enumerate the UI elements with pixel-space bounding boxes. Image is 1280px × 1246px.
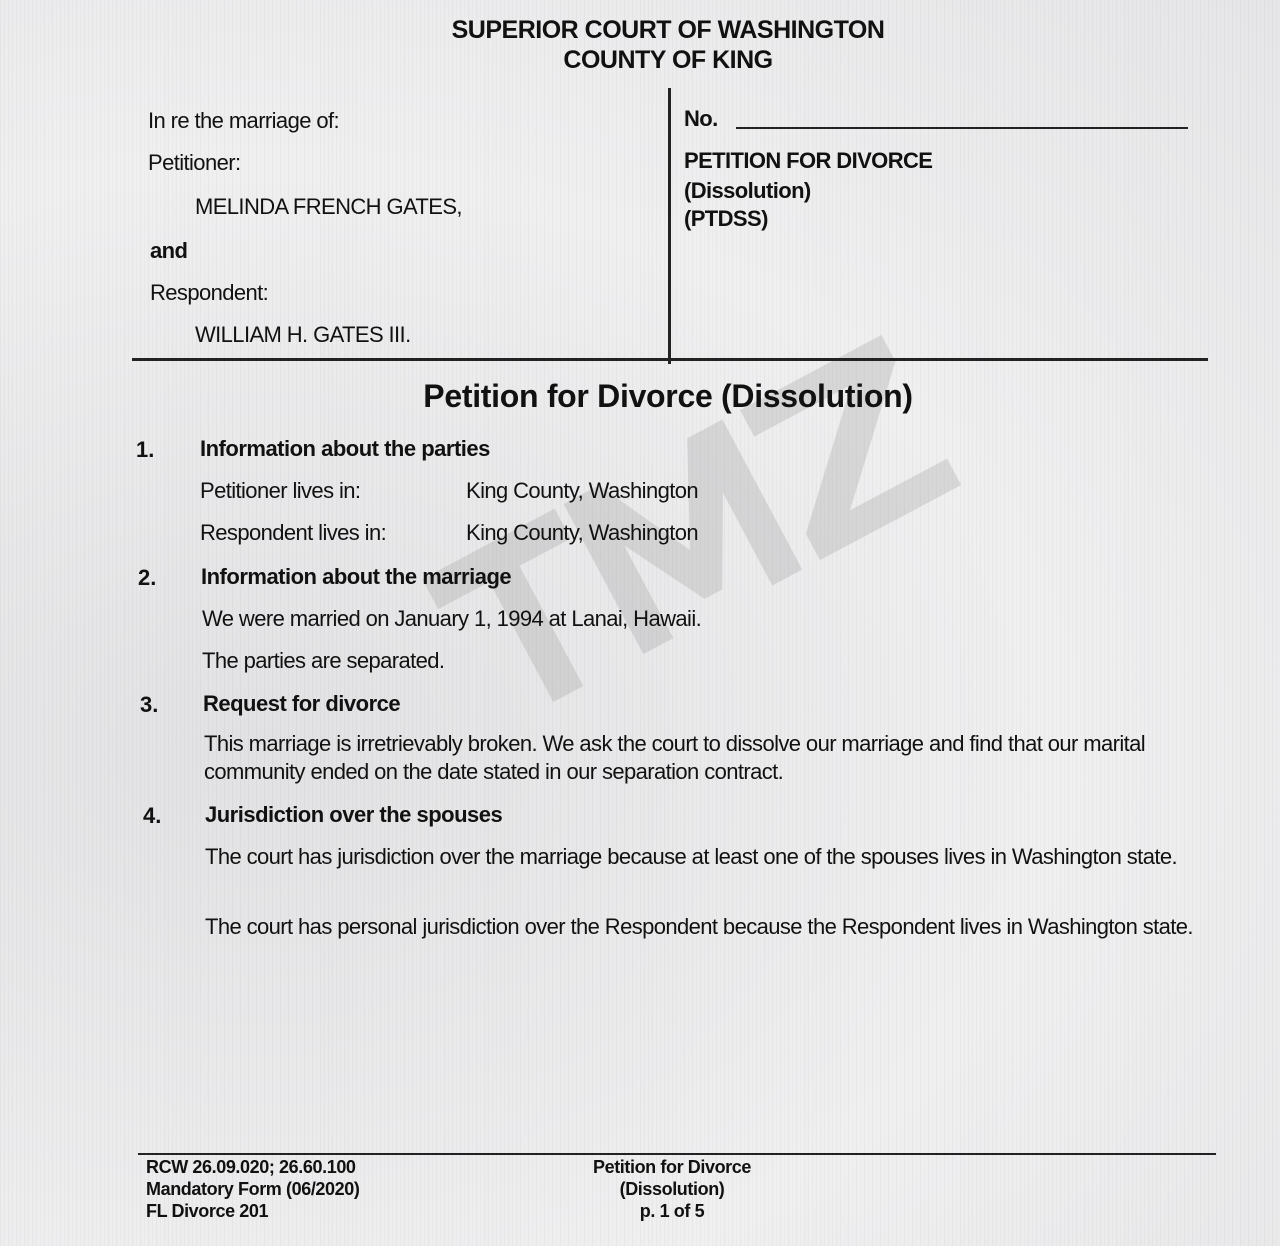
footer-form-subtitle: (Dissolution) (619, 1179, 725, 1199)
form-title: PETITION FOR DIVORCE (684, 148, 933, 173)
page-number: p. 1 of 5 (639, 1201, 705, 1221)
footer-rule (138, 1153, 1216, 1155)
section-paragraph: The court has jurisdiction over the marriage because at least one of the spouses lives in Washington state. (205, 844, 1177, 869)
section-number: 3. (140, 692, 159, 717)
footer-left (146, 1156, 359, 1222)
section-number: 2. (138, 565, 157, 590)
petitioner-residence-label: Petitioner lives in: (200, 478, 361, 503)
case-number-field (736, 127, 1188, 129)
section-paragraph: We were married on January 1, 1994 at Lanai, Hawaii. (202, 606, 702, 631)
case-number-label: No. (684, 106, 718, 131)
respondent-name: WILLIAM H. GATES III. (195, 322, 411, 347)
petitioner-name: MELINDA FRENCH GATES, (195, 194, 462, 219)
section-paragraph: This marriage is irretrievably broken. We ask the court to dissolve our marriage and find that our marital community ended on the date stated in our separation contract. (204, 731, 1146, 784)
respondent-residence-value: King County, Washington (466, 520, 699, 545)
footer-form-status: Mandatory Form (06/2020) (146, 1179, 360, 1199)
in-re-label: In re the marriage of: (148, 108, 340, 133)
caption-divider-horizontal (132, 358, 1208, 361)
footer-statute: RCW 26.09.020; 26.60.100 (146, 1157, 356, 1177)
court-county: COUNTY OF KING (563, 46, 773, 74)
respondent-label: Respondent: (150, 280, 269, 305)
tmz-watermark (380, 300, 980, 720)
form-subtitle: (Dissolution) (684, 178, 811, 203)
form-code: (PTDSS) (684, 206, 768, 231)
caption-divider-vertical (668, 88, 671, 364)
footer-form-title: Petition for Divorce (592, 1157, 752, 1177)
petitioner-residence-value: King County, Washington (466, 478, 699, 503)
section-heading: Information about the marriage (201, 564, 512, 589)
section-paragraph: The court has personal jurisdiction over the Respondent because the Respondent lives in Washington state. (205, 914, 1193, 939)
footer-form-number: FL Divorce 201 (146, 1201, 269, 1221)
page-title: Petition for Divorce (Dissolution) (423, 378, 913, 414)
respondent-residence-label: Respondent lives in: (200, 520, 387, 545)
section-heading: Information about the parties (200, 436, 490, 461)
footer-center (572, 1156, 772, 1222)
court-name: SUPERIOR COURT OF WASHINGTON (451, 16, 885, 44)
petitioner-label: Petitioner: (148, 150, 241, 175)
and-label: and (150, 238, 188, 263)
section-number: 4. (143, 803, 162, 828)
section-number: 1. (136, 437, 155, 462)
section-heading: Request for divorce (203, 691, 401, 716)
section-paragraph: The parties are separated. (202, 648, 445, 673)
section-heading: Jurisdiction over the spouses (205, 802, 503, 827)
